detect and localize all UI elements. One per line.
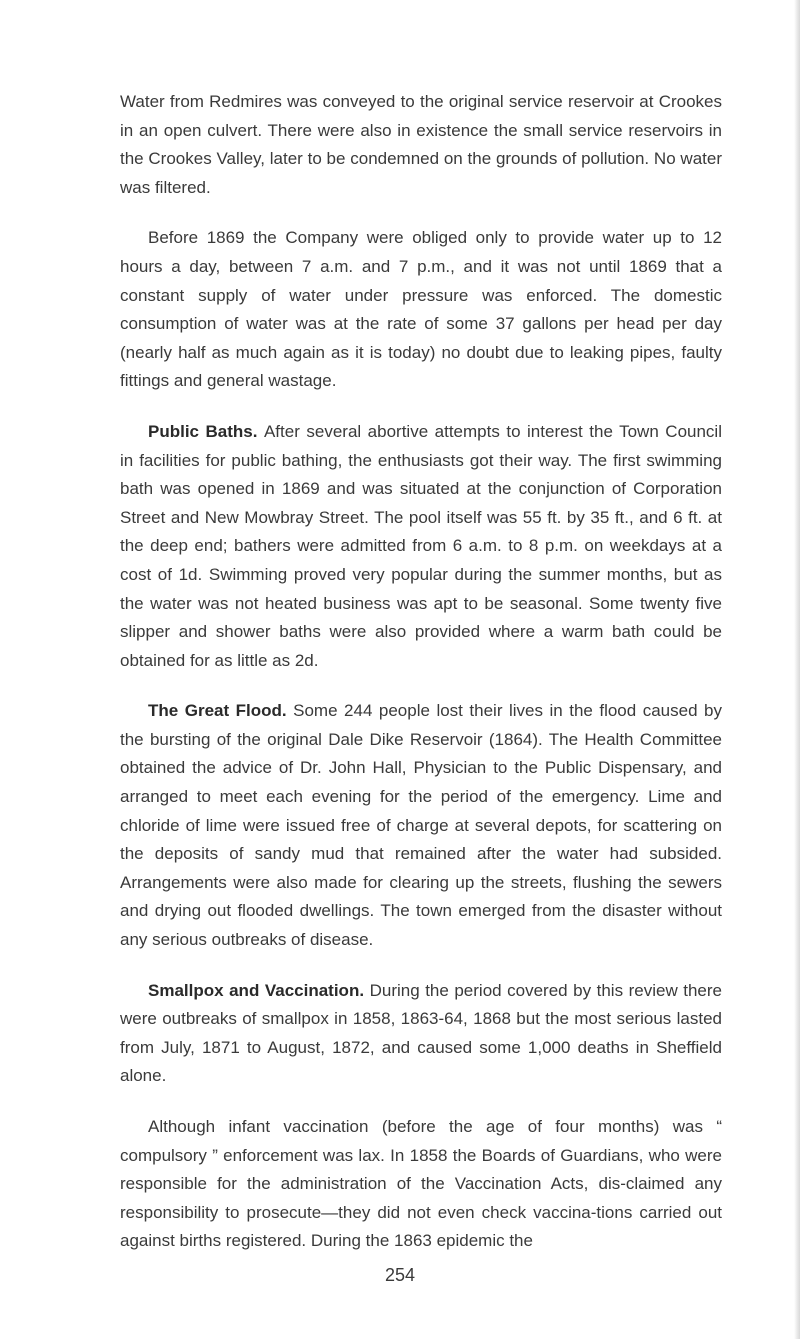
section-heading-smallpox: Smallpox and Vaccination.	[148, 980, 370, 1000]
paragraph-text: Water from Redmires was conveyed to the original service reservoir at Crookes in an open culvert. There were also in existence the small service reservoirs in the Crookes Valley, later to be condemned on the grounds of pollution. No water was filtered.	[120, 92, 722, 197]
section-heading-great-flood: The Great Flood.	[148, 701, 294, 721]
page-number: 254	[384, 1265, 416, 1285]
paragraph-vaccination	[120, 1113, 722, 1256]
page-edge-shadow	[794, 0, 800, 1339]
section-heading-public-baths: Public Baths.	[148, 421, 264, 441]
paragraph-text: Before 1869 the Company were obliged only to provide water up to 12 hours a day, between 7 a.m. and 7 p.m., and it was not until 1869 that a constant supply of water under pressure was enforced. The domestic consumption of water was at the rate of some 37 gallons per head per day (nearly half as much again as it is today) no doubt due to leaking pipes, faulty fittings and general wastage.	[120, 228, 722, 391]
paragraph-text: After several abortive attempts to interest the Town Council in facilities for public bathing, the enthusiasts got their way. The first swimming bath was opened in 1869 and was situated at the conjunction of Corporation Street and New Mowbray Street. The pool itself was 55 ft. by 35 ft., and 6 ft. at the deep end; bathers were admitted from 6 a.m. to 8 p.m. on weekdays at a cost of 1d. Swimming proved very popular during the summer months, but as the water was not heated business was apt to be seasonal. Some twenty five slipper and shower baths were also provided where a warm bath could be obtained for as little as 2d.	[120, 421, 722, 670]
body-text	[120, 88, 722, 1278]
paragraph-text: Although infant vaccination (before the age of four months) was “ compulsory ” enforcement was lax. In 1858 the Boards of Guardians, who were responsible for the administration of the Vaccination Acts, dis-claimed any responsibility to prosecute—they did not even check vaccina-tions carried out against births registered. During the 1863 epidemic the	[120, 1117, 722, 1251]
paragraph-text: During the period covered by this review there were outbreaks of smallpox in 1858, 1863-64, 1868 but the most serious lasted from July, 1871 to August, 1872, and caused some 1,000 deaths in Sheffield alone.	[120, 980, 722, 1086]
paragraph-public-baths	[120, 418, 722, 675]
paragraph-redmires	[120, 88, 722, 202]
paragraph-great-flood	[120, 697, 722, 954]
paragraph-water-supply	[120, 224, 722, 396]
paragraph-smallpox	[120, 977, 722, 1091]
paragraph-text: Some 244 people lost their lives in the flood caused by the bursting of the original Dale Dike Reservoir (1864). The Health Committee obtained the advice of Dr. John Hall, Physician to the Public Dispensary, and arranged to meet each evening for the period of the emergency. Lime and chloride of lime were issued free of charge at several depots, for scattering on the deposits of sandy mud that remained after the water had subsided. Arrangements were also made for clearing up the streets, flushing the sewers and drying out flooded dwellings. The town emerged from the disaster without any serious outbreaks of disease.	[120, 701, 722, 950]
